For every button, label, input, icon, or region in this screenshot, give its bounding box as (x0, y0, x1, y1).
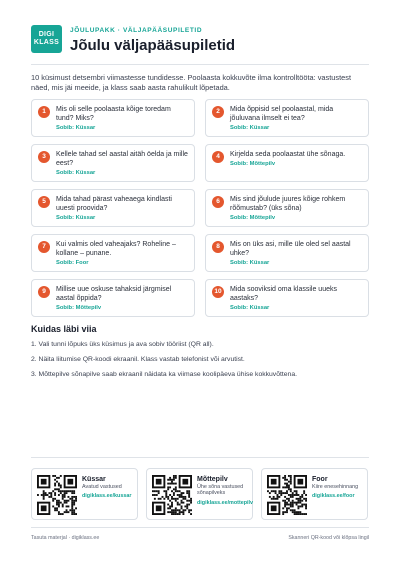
howto-step: 3. Mõttepilve sõnapilve saab ekraanil näidata ka viimase koolipäeva ühise kokkuvõttena. (31, 371, 297, 378)
qr-code-icon[interactable] (37, 475, 77, 515)
section-divider (31, 457, 369, 458)
header-divider (31, 64, 369, 65)
tool-name: Mõttepilv (197, 476, 228, 483)
howto-step: 2. Näita liitumise QR-koodi ekraanil. Klass vastab telefonist või arvutist. (31, 356, 245, 363)
question-card (205, 234, 369, 272)
tool-description: Ühe sõna vastused sõnapilveks (197, 484, 244, 497)
tool-card-kussar[interactable] (31, 468, 138, 520)
question-tool-hint: Sobib: Küssar (230, 260, 270, 266)
question-card (31, 144, 195, 182)
question-text: Mis oli selle poolaasta kõige toredam tund? Miks? (56, 106, 171, 122)
question-card (31, 189, 195, 227)
howto-step: 1. Vali tunni lõpuks üks küsimus ja ava sobiv tööriist (QR all). (31, 341, 214, 348)
question-text: Kirjelda seda poolaastat ühe sõnaga. (230, 151, 346, 158)
qr-code-icon[interactable] (267, 475, 307, 515)
question-text: Kellele tahad sel aastal aitäh öelda ja mille eest? (56, 151, 188, 167)
question-tool-hint: Sobib: Küssar (56, 215, 96, 221)
question-tool-hint: Sobib: Mõttepilv (56, 305, 102, 311)
question-tool-hint: Sobib: Küssar (230, 125, 270, 131)
question-card (31, 99, 195, 137)
question-number: 9 (38, 286, 50, 298)
question-text: Mis on üks asi, mille üle oled sel aastal uhke? (230, 241, 351, 257)
question-text: Mida tahad pärast vaheaega kindlasti uuesti proovida? (56, 196, 172, 212)
footer-divider (31, 527, 369, 528)
question-text: Mida õppisid sel poolaastal, mida jõuluvana ilmselt ei tea? (230, 106, 334, 122)
footer-right: Skanneri QR-kood või klõpsa lingil (288, 535, 369, 541)
question-number: 8 (212, 241, 224, 253)
question-text: Kui valmis oled vaheajaks? Roheline – kollane – punane. (56, 241, 176, 257)
howto-steps (31, 341, 371, 386)
question-number: 7 (38, 241, 50, 253)
question-number: 2 (212, 106, 224, 118)
footer-left: Tasuta materjal · digiklass.ee (31, 535, 100, 541)
question-card (31, 279, 195, 317)
header-eyebrow: JÕULUPAKK · VÄLJAPÄÄSUPILETID (70, 27, 203, 34)
tool-card-foor[interactable] (261, 468, 368, 520)
logo-line-1: DIGI (38, 31, 55, 38)
question-text: Mis sind jõulude juures kõige rohkem rõõmustab? (üks sõna) (230, 196, 346, 212)
question-number: 1 (38, 106, 50, 118)
tool-name: Foor (312, 476, 328, 483)
question-text: Mida sooviksid oma klassile uueks aastaks? (230, 286, 337, 302)
question-card (205, 99, 369, 137)
question-card (205, 189, 369, 227)
question-tool-hint: Sobib: Foor (56, 260, 89, 266)
question-text: Millise uue oskuse tahaksid järgmisel aastal õppida? (56, 286, 172, 302)
question-number: 5 (38, 196, 50, 208)
howto-heading: Kuidas läbi viia (31, 324, 97, 334)
page-title: Jõulu väljapääsupiletid (70, 37, 236, 54)
question-tool-hint: Sobib: Mõttepilv (230, 161, 276, 167)
question-card (31, 234, 195, 272)
question-number: 10 (212, 286, 224, 298)
question-number: 3 (38, 151, 50, 163)
tool-description: Kiire enesehinnang (312, 484, 359, 490)
tool-link[interactable]: digiklass.ee/kussar (82, 493, 132, 500)
question-card (205, 144, 369, 182)
question-tool-hint: Sobib: Mõttepilv (230, 215, 276, 221)
digiklass-logo (31, 25, 62, 53)
tool-card-mottepilv[interactable] (146, 468, 253, 520)
question-card (205, 279, 369, 317)
question-tool-hint: Sobib: Küssar (56, 170, 96, 176)
tool-description: Avatud vastused (82, 484, 122, 490)
question-tool-hint: Sobib: Küssar (56, 125, 96, 131)
tool-link[interactable]: digiklass.ee/mottepilv (197, 499, 254, 506)
question-number: 4 (212, 151, 224, 163)
qr-code-icon[interactable] (152, 475, 192, 515)
tool-link[interactable]: digiklass.ee/foor (312, 493, 355, 500)
question-number: 6 (212, 196, 224, 208)
intro-text: 10 küsimust detsembri viimastesse tundidesse. Poolaasta kokkuvõte ilma kontrolltööta: vastustest näed, mis jäi meeide, ja klass saab aasta rahulikult lõpetada. (31, 73, 352, 92)
logo-line-2: KLASS (33, 39, 60, 46)
tool-name: Küssar (82, 476, 106, 483)
question-tool-hint: Sobib: Küssar (230, 305, 270, 311)
